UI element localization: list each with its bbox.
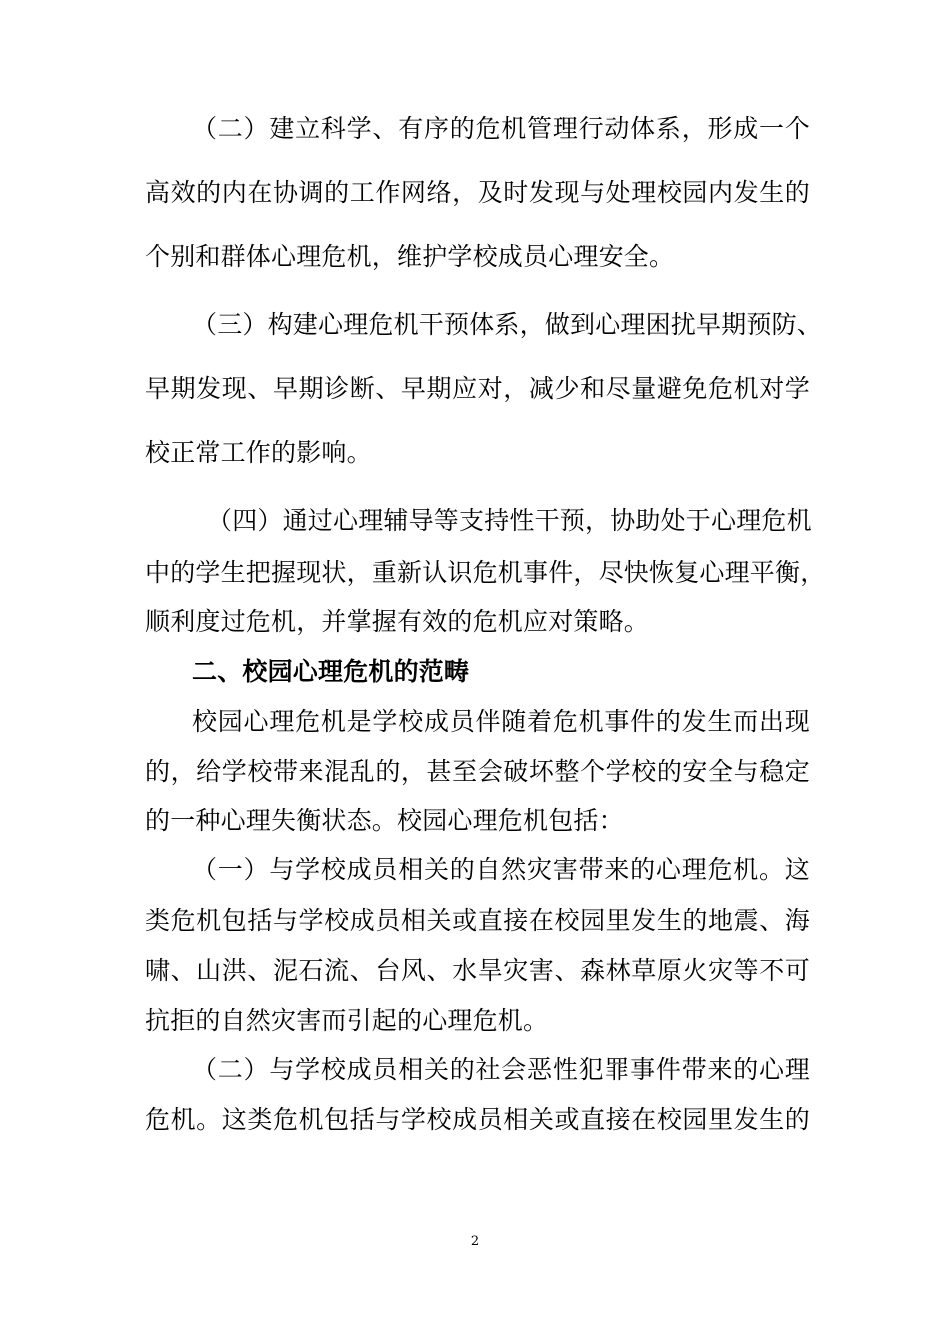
paragraph-6-line-2: 类危机包括与学校成员相关或直接在校园里发生的地震、海 xyxy=(145,906,810,935)
paragraph-6-line-3: 啸、山洪、泥石流、台风、水旱灾害、森林草原火灾等不可 xyxy=(145,956,810,985)
paragraph-4-line-1: （四）通过心理辅导等支持性干预，协助处于心理危机 xyxy=(207,506,812,535)
page-number: 2 xyxy=(470,1234,480,1249)
paragraph-6-line-1: （一）与学校成员相关的自然灾害带来的心理危机。这 xyxy=(192,855,810,884)
paragraph-3-line-3: 校正常工作的影响。 xyxy=(145,438,372,467)
paragraph-7-line-1: （二）与学校成员相关的社会恶性犯罪事件带来的心理 xyxy=(192,1055,810,1084)
paragraph-2-line-2: 高效的内在协调的工作网络，及时发现与处理校园内发生的 xyxy=(145,178,810,207)
paragraph-5-line-2: 的，给学校带来混乱的，甚至会破坏整个学校的安全与稳定 xyxy=(145,757,810,786)
paragraph-2-line-1: （二）建立科学、有序的危机管理行动体系，形成一个 xyxy=(192,114,810,143)
paragraph-5-line-1: 校园心理危机是学校成员伴随着危机事件的发生而出现 xyxy=(192,707,810,736)
paragraph-6-line-4: 抗拒的自然灾害而引起的心理危机。 xyxy=(145,1006,549,1035)
paragraph-4-line-2: 中的学生把握现状，重新认识危机事件，尽快恢复心理平衡， xyxy=(145,558,826,587)
paragraph-3-line-2: 早期发现、早期诊断、早期应对，减少和尽量避免危机对学 xyxy=(145,374,810,403)
section-heading: 二、校园心理危机的范畴 xyxy=(192,657,470,686)
paragraph-7-line-2: 危机。这类危机包括与学校成员相关或直接在校园里发生的 xyxy=(145,1105,810,1134)
paragraph-4-line-3: 顺利度过危机，并掌握有效的危机应对策略。 xyxy=(145,607,650,636)
paragraph-3-line-1: （三）构建心理危机干预体系，做到心理困扰早期预防、 xyxy=(192,310,823,339)
paragraph-5-line-3: 的一种心理失衡状态。校园心理危机包括： xyxy=(145,806,624,835)
paragraph-2-line-3: 个别和群体心理危机，维护学校成员心理安全。 xyxy=(145,242,675,271)
